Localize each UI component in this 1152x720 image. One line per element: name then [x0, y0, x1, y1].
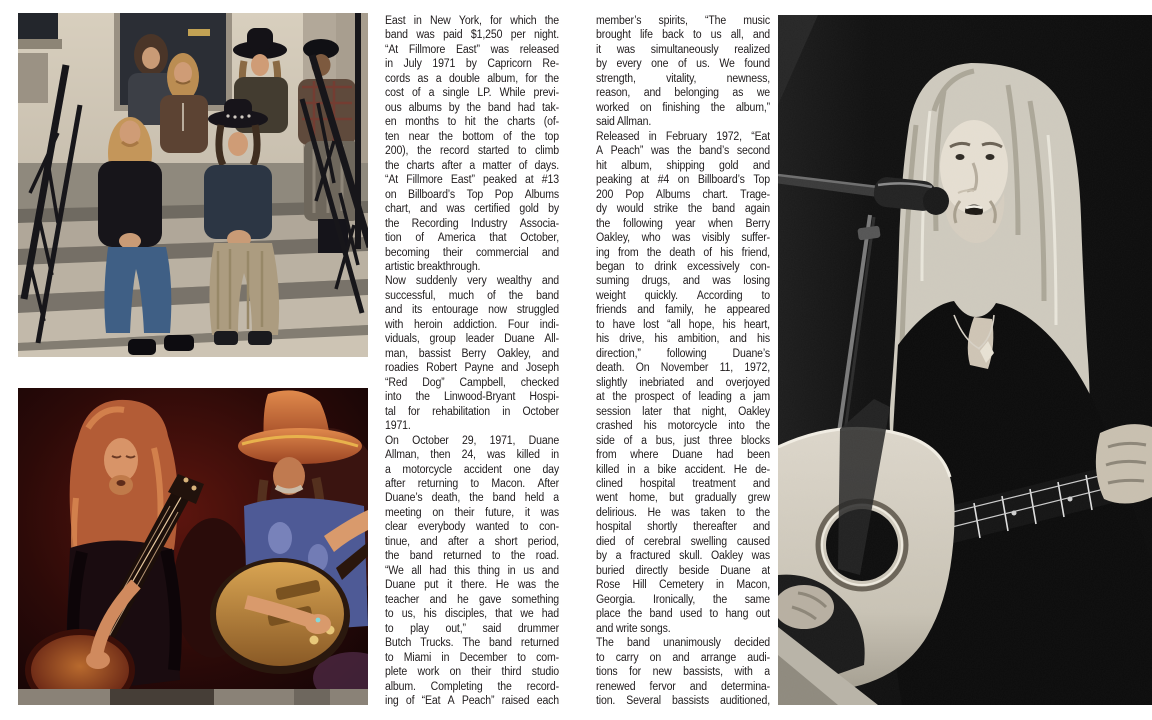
article-line: died of cerebral swelling caused [596, 535, 771, 548]
article-line: weight quickly. According to [596, 289, 771, 302]
article-line: artistic breakthrough. [385, 260, 481, 273]
article-line: “At Fillmore East” was released [385, 43, 560, 56]
article-line: tions for new bassists, with a [596, 666, 771, 679]
article-line: man, bassist Berry Oakley, and [385, 347, 560, 360]
article-line: tinue, and after a short period, [385, 535, 559, 548]
article-line: Now suddenly very wealthy and [385, 275, 560, 288]
band-steps-photo [18, 13, 368, 357]
article-line: peaking at #4 on Billboard’s Top [596, 174, 770, 187]
article-line: teacher and he gave something [385, 593, 560, 606]
live-guitarists-photo [18, 388, 368, 705]
article-line: Georgia. Ironically, the same [596, 593, 771, 606]
article-line: slightly inebriated and overjoyed [596, 376, 771, 389]
article-line: becoming their commercial and [385, 246, 560, 259]
article-line: renewed fervor and determina- [596, 680, 771, 693]
article-line: in July 1971 by Capricorn Re- [385, 58, 559, 71]
article-line: session later that night, Oakley [596, 405, 771, 418]
article-line: side of a bus, just three blocks [596, 434, 771, 447]
article-line: clined hospital treatment and [596, 478, 771, 490]
article-line: “We all had this thing in us and [385, 564, 559, 577]
article-line: successful, much of the band [385, 289, 560, 302]
article-line: On October 29, 1971, Duane [385, 434, 560, 447]
article-line: at the prospect of leading a jam [596, 391, 770, 404]
article-line: went home, but gradually grew [596, 492, 771, 505]
article-line: hospital shortly thereafter and [596, 521, 771, 534]
article-line: 200), the record started to climb [385, 145, 559, 158]
article-line: ous albums by the band had tak- [385, 101, 559, 114]
article-line: by a fractured skull. Oakley was [596, 550, 771, 563]
article-line: Butch Trucks. The band returned [385, 637, 559, 650]
article-line: his drive, his ambition, and his [596, 333, 771, 346]
article-line: to play out,” said drummer [385, 622, 560, 635]
article-line: ing of “Eat A Peach” raised each [385, 695, 560, 708]
article-line: tal for rehabilitation in October [385, 405, 559, 418]
article-line: tion of America that October, [385, 232, 559, 245]
article-line: death. On November 11, 1972, [596, 362, 770, 375]
article-line: Released in February 1972, “Eat [596, 130, 771, 143]
article-line: member’s spirits, “The music [596, 15, 771, 27]
article-line: to us, his disciples, that we had [385, 608, 559, 621]
article-line: The band unanimously decided [596, 637, 771, 650]
article-line: place the band used to hang out [596, 608, 770, 621]
article-line: worked on finishing the album,” [596, 101, 771, 114]
article-line: Rose Hill Cemetery in Macon, [596, 579, 771, 592]
article-line: album. Completing the record- [385, 680, 560, 693]
article-line: band was paid $1,250 per night. [385, 29, 559, 42]
article-line: friends and family, he appeared [596, 304, 770, 317]
article-line: “At Fillmore East” peaked at #13 [385, 174, 559, 187]
band-steps-illustration [18, 13, 368, 357]
article-line: Allman, then 24, was killed in [385, 449, 559, 462]
article-line: to Miami in December to com- [385, 651, 559, 664]
article-line: began to drink excessively con- [596, 260, 771, 273]
article-line: Duane’s death, the band held a [385, 492, 559, 505]
article-line: the band returned to the road. [385, 550, 560, 563]
article-line: roadies Robert Payne and Joseph [385, 362, 560, 375]
article-line: the following year when Berry [596, 217, 771, 230]
article-line: brought life back to us all, and [596, 29, 771, 42]
acoustic-singer-photo [778, 15, 1152, 705]
article-line: a motorcycle accident one day [385, 463, 560, 476]
article-line: with heroin addiction. Four indi- [385, 318, 559, 331]
article-line: “Red Dog” Campbell, checked [385, 376, 560, 389]
article-line: the charts after a matter of days. [385, 159, 559, 172]
article-line: hit album, shipping gold and [596, 159, 771, 172]
article-line: said Allman. [596, 116, 652, 129]
article-line: into the Linwood-Bryant Hospi- [385, 391, 560, 404]
live-guitarists-illustration [18, 388, 368, 705]
article-line: after returning to Macon. After [385, 478, 560, 490]
article-line: East in New York, for which the [385, 15, 560, 27]
article-line: by every one of us. We found [596, 58, 771, 71]
acoustic-singer-illustration [778, 15, 1152, 705]
article-line: it was simultaneously realized [596, 43, 771, 56]
article-line: clear everybody wanted to con- [385, 521, 560, 534]
article-line: buried directly beside Duane at [596, 564, 771, 577]
article-line: delirious. He was taken to the [596, 506, 770, 519]
article-line: crashed his motorcycle into the [596, 420, 771, 433]
article-line: and write songs. [596, 622, 671, 635]
article-line: to carry on and arrange audi- [596, 651, 770, 664]
article-line: tion. Several bassists auditioned, [596, 695, 771, 708]
article-line: and its entourage now struggled [385, 304, 559, 317]
article-line: chart, and was certified gold by [385, 203, 560, 216]
article-line: the Recording Industry Associa- [385, 217, 560, 230]
article-line: viduals, group leader Duane All- [385, 333, 559, 346]
article-line: Oakley, who was visibly suffer- [596, 232, 771, 245]
article-line: direction,” following Duane’s [596, 347, 771, 360]
article-line: killed in a bike accident. He de- [596, 463, 771, 476]
article-line: dy would strike the band again [596, 203, 771, 216]
article-line: A Peach” was the band’s second [596, 145, 770, 158]
article-line: reason, and belonging as we [596, 87, 771, 100]
article-column-2 [596, 14, 770, 714]
article-line: meeting on their future, it was [385, 506, 559, 519]
article-line: strength, vitality, newness, [596, 72, 771, 85]
article-line: ten near the bottom of the top [385, 130, 559, 143]
article-column-1 [385, 14, 559, 714]
article-line: 1971. [385, 420, 411, 433]
article-line: Duane put it there. He was the [385, 579, 560, 592]
article-line: cost of a single LP. While previ- [385, 87, 559, 100]
article-line: from where Duane had been [596, 449, 771, 462]
article-line: 200 Pop Albums chart. Trage- [596, 188, 770, 201]
article-line: suming drugs, and was losing [596, 275, 771, 288]
article-line: ing from the death of his friend, [596, 246, 770, 259]
article-line: to have lost “all hope, his heart, [596, 318, 770, 331]
article-line: plete work on their third studio [385, 666, 560, 679]
article-line: en months to hit the charts (of- [385, 116, 559, 129]
article-line: on Billboard’s Top Pop Albums [385, 188, 559, 201]
article-line: cords as a double album, for the [385, 72, 559, 85]
